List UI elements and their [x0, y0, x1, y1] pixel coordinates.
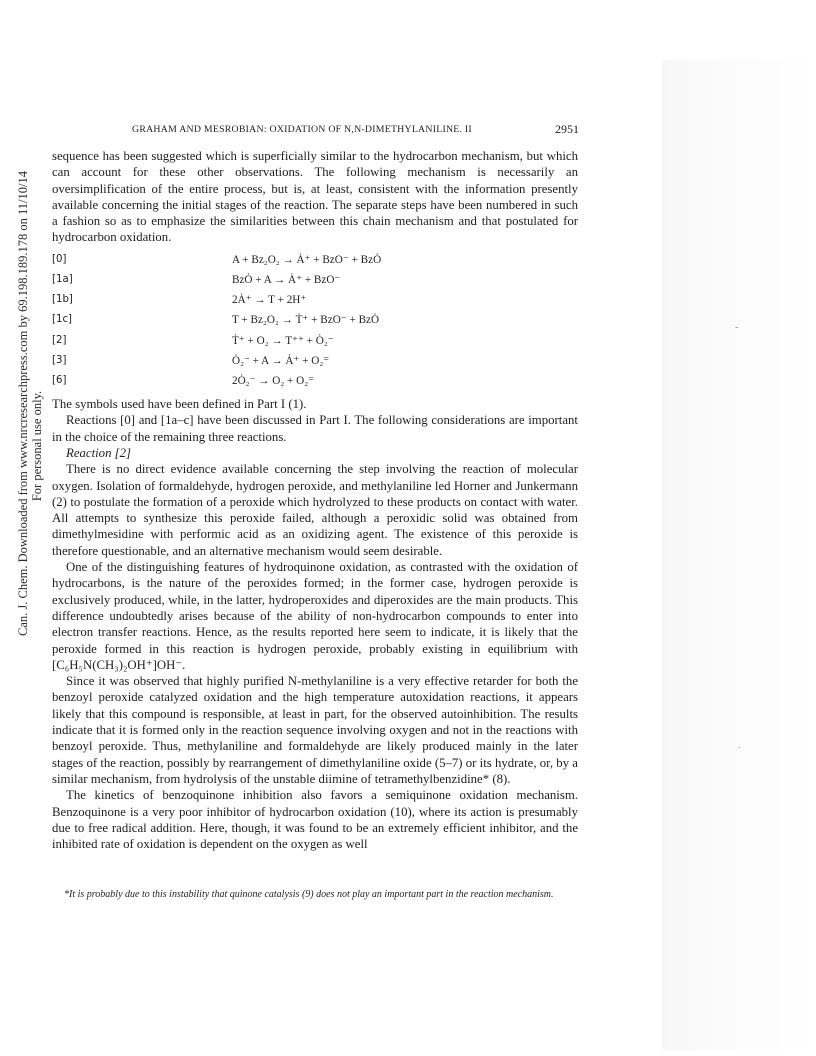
reaction-number: [1c] — [52, 314, 73, 326]
reaction-row — [52, 371, 578, 391]
reaction-number: [6] — [52, 374, 67, 386]
reaction-number: [0] — [52, 253, 67, 265]
body-paragraph: Since it was observed that highly purified N-methylaniline is a very effective retarder for both the benzoyl peroxide catalyzed oxidation and the high temperature autoxidation reactions, it appears likely that this compound is responsible, at least in part, for the observed autoinhibition. The results indicate that it is formed only in the reaction sequence involving oxygen and not in the reactions with benzoyl peroxide. Thus, methylaniline and formaldehyde are likely produced mainly in the later stages of the reaction, possibly by rearrangement of dimethylaniline oxide (5–7) or its hydrate, or, by a similar mechanism, from hydrolysis of the unstable diimine of tetramethylbenzidine* (8). — [52, 674, 578, 786]
reaction-equation: Ȯ₂⁻ + A → Ȧ⁺ + O₂⁼ — [232, 354, 330, 367]
scan-margin-shadow — [662, 60, 816, 1050]
reaction-row — [52, 290, 578, 310]
intro-paragraph: sequence has been suggested which is superficially similar to the hydrocarbon mechanism, but which can account for these other observations. The following mechanism is necessarily an oversimplification of the entire process, but is, at least, consistent with the information presently available concerning the initial stages of the reaction. The separate steps have been numbered in such a fashion so as to emphasize the similarities between this chain mechanism and that postulated for hydrocarbon oxidation. — [52, 149, 578, 245]
footnote: *It is probably due to this instability that quinone catalysis (9) does not play an important part in the reaction mechanism. — [64, 889, 554, 900]
running-header: GRAHAM AND MESROBIAN: OXIDATION OF N,N-DIMETHYLANILINE. II — [132, 124, 472, 135]
watermark-line-1: Can. J. Chem. Downloaded from www.nrcresearchpress.com by 69.198.189.178 on 11/10/14 — [16, 171, 30, 636]
scan-speck: - — [735, 322, 739, 333]
reaction-number: [1a] — [52, 273, 73, 285]
reaction-scheme — [52, 250, 578, 391]
body-paragraph: Reactions [0] and [1a–c] have been discussed in Part I. The following considerations are important in the choice of the remaining three reactions. — [52, 413, 578, 444]
reaction-equation: T + Bz₂O₂ → Ṫ⁺ + BzO⁻ + BzȮ — [232, 314, 380, 327]
reaction-row — [52, 310, 578, 330]
scan-speck: . — [738, 740, 741, 751]
body-paragraph: There is no direct evidence available concerning the step involving the reaction of molecular oxygen. Isolation of formaldehyde, hydrogen peroxide, and methylaniline led Horner and Junkermann (2) to postulate the formation of a peroxide which hydrolyzed to these products on contact with water. All attempts to synthesize this peroxide failed, although a peroxidic solid was obtained from dimethylmesidine with performic acid as an oxidizing agent. The existence of this peroxide is therefore questionable, and an alternative mechanism would seem desirable. — [52, 462, 578, 558]
body-paragraph: The symbols used have been defined in Part I (1). — [52, 397, 307, 412]
reaction-equation: 2Ȧ⁺ → T + 2H⁺ — [232, 294, 307, 307]
reaction-row — [52, 270, 578, 290]
watermark-line-2: For personal use only. — [30, 390, 44, 502]
section-heading: Reaction [2] — [66, 445, 132, 460]
reaction-number: [3] — [52, 354, 67, 366]
body-paragraph: The kinetics of benzoquinone inhibition also favors a semiquinone oxidation mechanism. Benzoquinone is a very poor inhibitor of hydrocarbon oxidation (10), where its action is presumably due to free radical addition. Here, though, it was found to be an extremely efficient inhibitor, and the inhibited rate of oxidation is dependent on the oxygen as well — [52, 788, 578, 852]
download-watermark — [16, 171, 44, 636]
reaction-equation: 2Ȯ₂⁻ → O₂ + O₂⁼ — [232, 374, 315, 387]
reaction-number: [2] — [52, 334, 67, 346]
reaction-number: [1b] — [52, 294, 73, 306]
reaction-equation: A + Bz₂O₂ → Ȧ⁺ + BzO⁻ + BzȮ — [232, 253, 382, 266]
reaction-row — [52, 331, 578, 351]
page-number: 2951 — [555, 122, 579, 136]
reaction-equation: Ṫ⁺ + O₂ → T⁺⁺ + Ȯ₂⁻ — [232, 334, 334, 347]
article-body — [52, 148, 578, 852]
reaction-row — [52, 250, 578, 270]
reaction-equation: BzȮ + A → Ȧ⁺ + BzO⁻ — [232, 273, 341, 286]
reaction-row — [52, 351, 578, 371]
body-paragraph: One of the distinguishing features of hydroquinone oxidation, as contrasted with the oxidation of hydrocarbons, is the nature of the peroxides formed; in the former case, hydrogen peroxide is exclusively produced, while, in the latter, hydroperoxides and diperoxides are the main products. This difference undoubtedly arises because of the ability of non-hydrocarbon compounds to enter into electron transfer reactions. Hence, as the results reported here seem to indicate, it is likely that the peroxide formed in this reaction is hydrogen peroxide, probably existing in equilibrium with [C₆H₅N(CH₃)₂OH⁺]OH⁻. — [52, 560, 578, 672]
